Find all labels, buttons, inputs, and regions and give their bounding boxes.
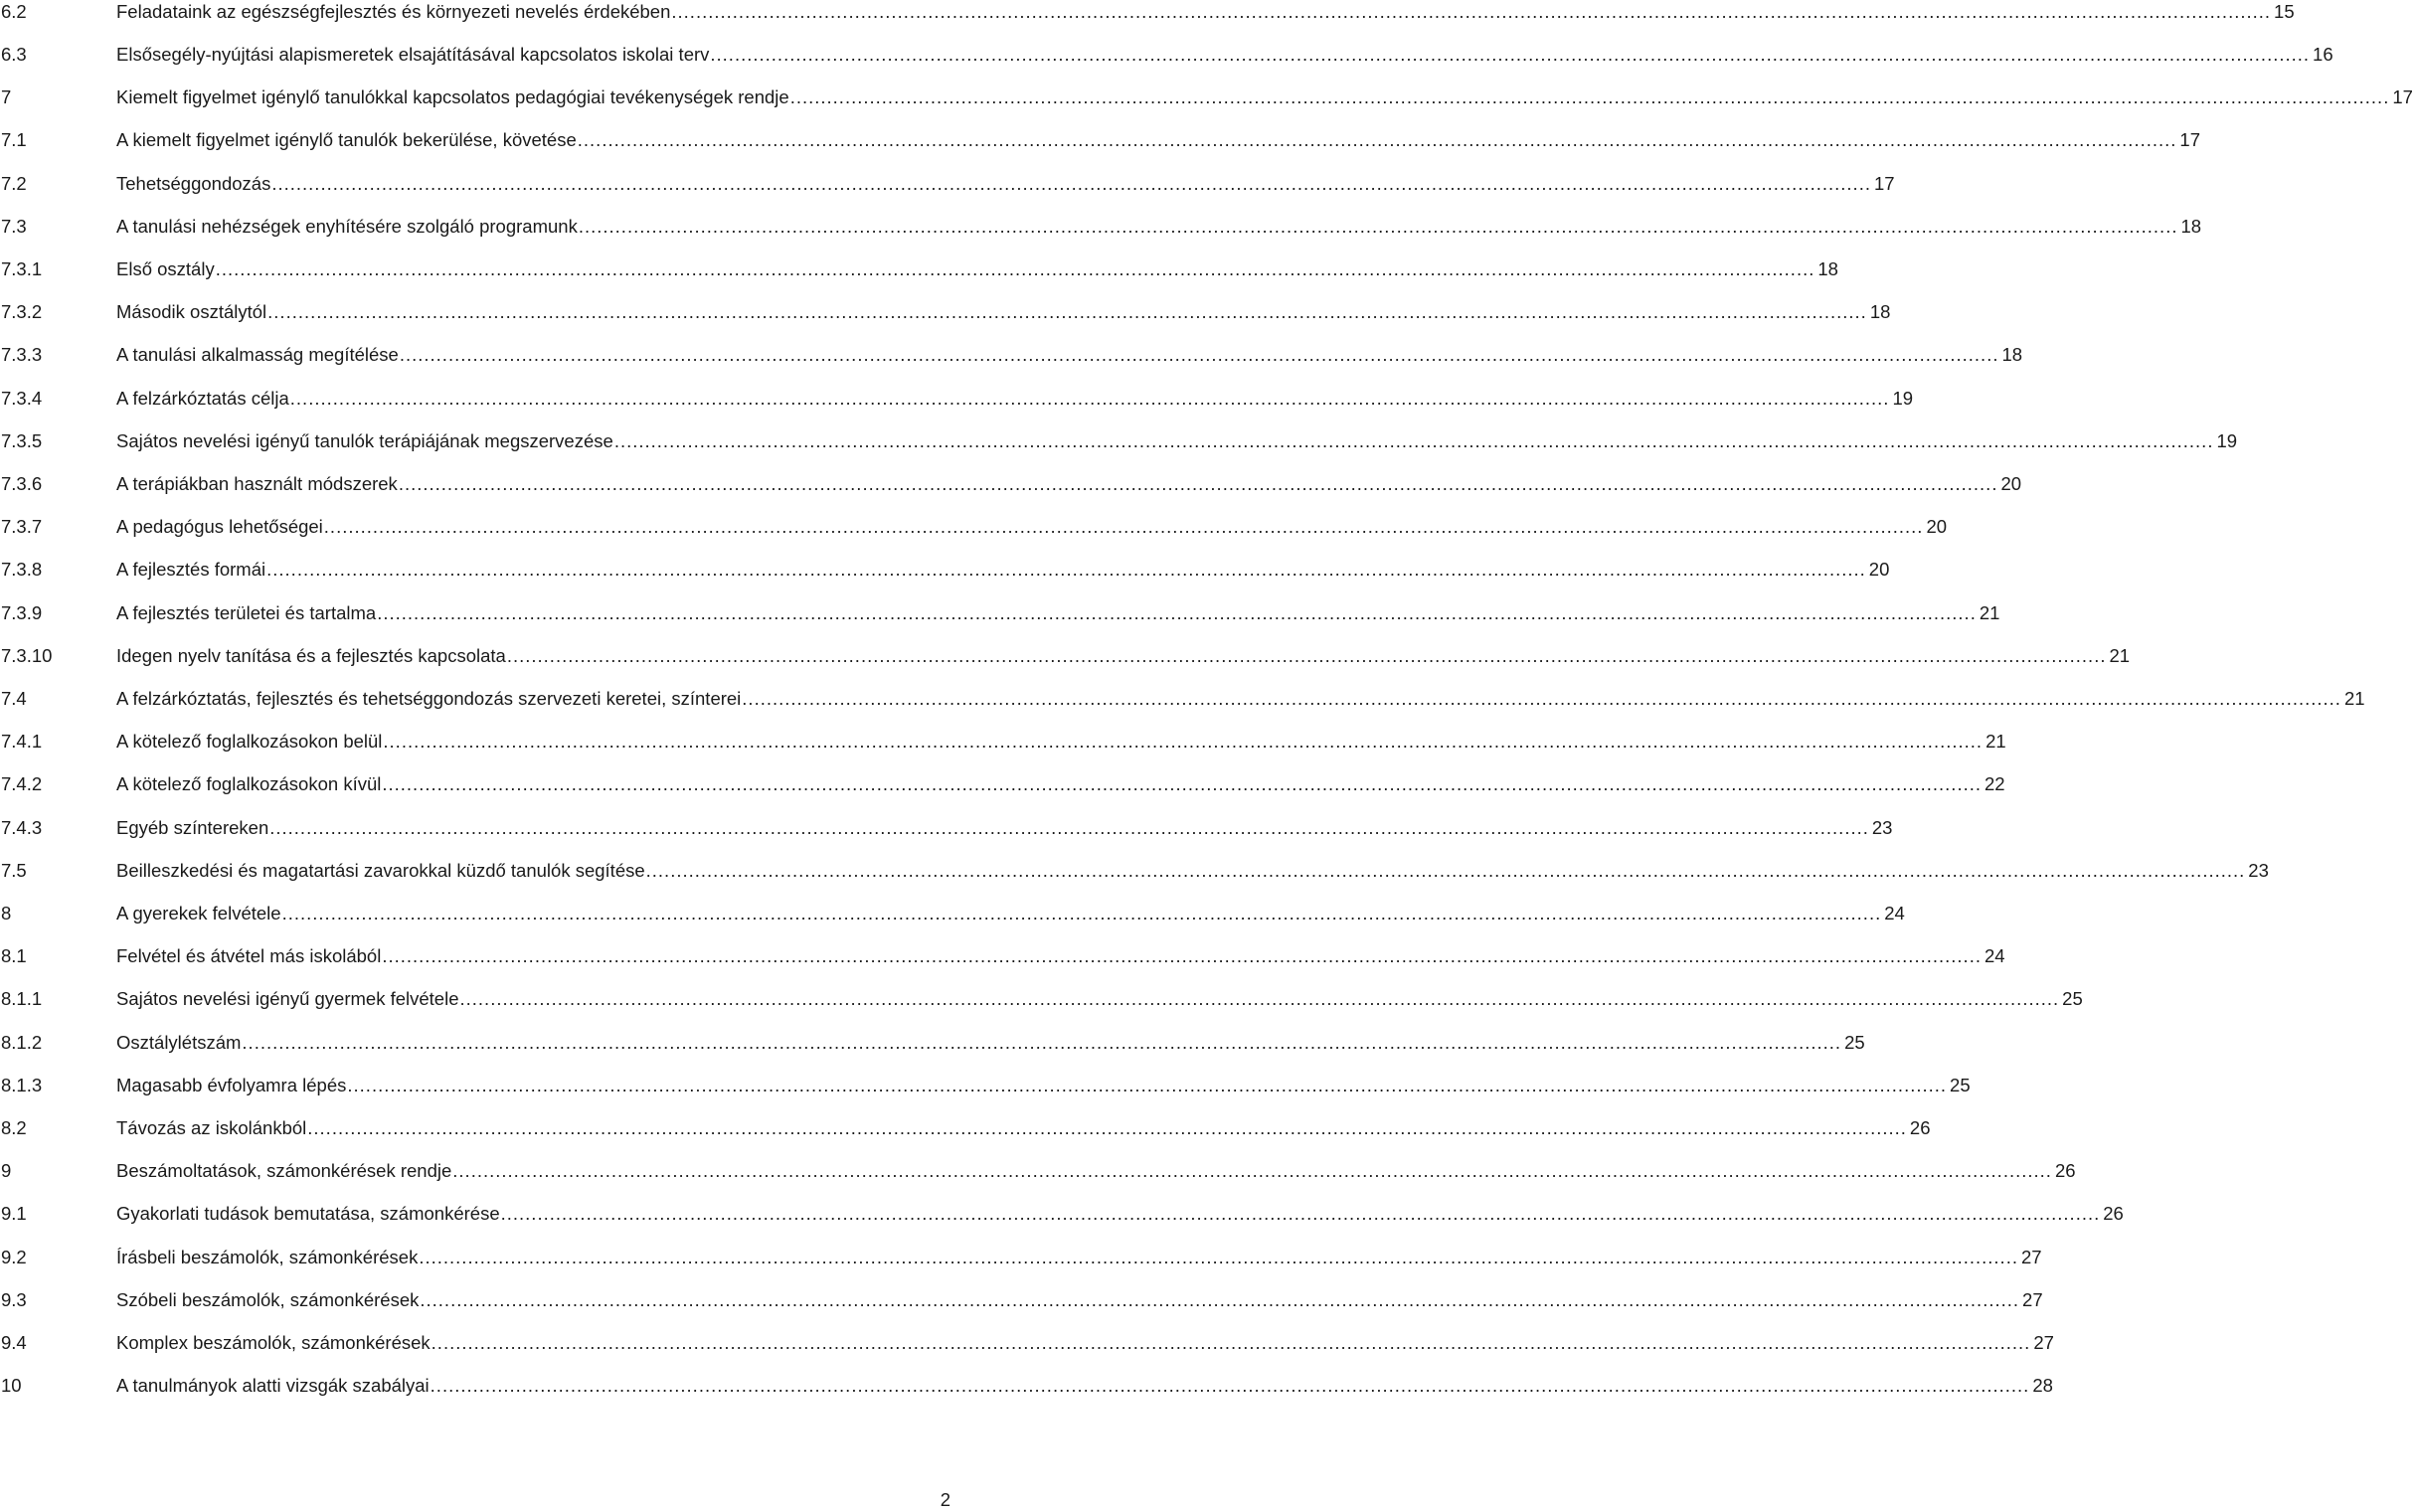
toc-entry-title: Felvétel és átvétel más iskolából xyxy=(116,945,382,967)
toc-dot-leader xyxy=(710,46,2310,65)
toc-entry-number: 9.2 xyxy=(1,1246,27,1267)
toc-entry[interactable] xyxy=(0,0,2295,34)
toc-dot-leader xyxy=(419,1249,2018,1267)
toc-entry-title: Elsősegély-nyújtási alapismeretek elsajátításával kapcsolatos iskolai terv xyxy=(116,43,710,65)
toc-entry-page: 27 xyxy=(2022,1288,2043,1310)
toc-entry[interactable] xyxy=(0,635,2131,678)
toc-entry-number: 7.3.1 xyxy=(1,257,43,279)
toc-entry-title: Kiemelt figyelmet igénylő tanulókkal kapcsolatos pedagógiai tevékenységek rendje xyxy=(116,86,789,108)
toc-dot-leader xyxy=(579,218,2178,237)
toc-entry-number: 10 xyxy=(1,1375,22,1397)
toc-dot-leader xyxy=(507,647,2107,666)
toc-entry[interactable] xyxy=(0,77,2413,119)
toc-dot-leader xyxy=(347,1077,1947,1095)
toc-dot-leader xyxy=(242,1034,1841,1053)
toc-entry[interactable] xyxy=(0,34,2333,77)
toc-entry[interactable] xyxy=(0,850,2269,893)
toc-entry[interactable] xyxy=(0,334,2023,377)
toc-entry-number: 7.4.1 xyxy=(1,731,43,753)
toc-entry-page: 18 xyxy=(2180,215,2202,237)
toc-entry-number: 7.3.3 xyxy=(1,344,43,366)
toc-entry-title: A tanulmányok alatti vizsgák szabályai xyxy=(116,1375,430,1397)
toc-dot-leader xyxy=(271,175,1871,194)
toc-dot-leader xyxy=(400,346,1999,365)
toc-entry-page: 25 xyxy=(1950,1074,1971,1095)
toc-dot-leader xyxy=(501,1205,2101,1224)
toc-entry-number: 7.3 xyxy=(1,215,27,237)
toc-entry[interactable] xyxy=(0,249,1838,291)
toc-entry[interactable] xyxy=(0,1322,2054,1365)
toc-dot-leader xyxy=(460,990,2060,1009)
toc-dot-leader xyxy=(790,88,2390,107)
toc-entry-title: Osztálylétszám xyxy=(116,1031,242,1053)
toc-entry-number: 7.3.4 xyxy=(1,387,43,409)
toc-entry[interactable] xyxy=(0,291,1891,334)
toc-entry-title: Szóbeli beszámolók, számonkérések xyxy=(116,1288,420,1310)
toc-entry[interactable] xyxy=(0,1365,2053,1408)
toc-entry[interactable] xyxy=(0,721,2006,763)
toc-entry-title: Első osztály xyxy=(116,257,215,279)
toc-entry-number: 7.4.3 xyxy=(1,816,43,838)
toc-entry-title: Gyakorlati tudások bemutatása, számonkérése xyxy=(116,1203,500,1225)
toc-entry-page: 16 xyxy=(2313,43,2333,65)
toc-entry-number: 7.4.2 xyxy=(1,773,43,795)
toc-entry-title: Komplex beszámolók, számonkérések xyxy=(116,1331,431,1353)
toc-entry-title: A fejlesztés területei és tartalma xyxy=(116,601,377,623)
toc-entry-title: Második osztálytól xyxy=(116,301,267,323)
toc-entry-title: Írásbeli beszámolók, számonkérések xyxy=(116,1246,419,1267)
toc-entry[interactable] xyxy=(0,1065,1971,1107)
toc-entry-number: 7.3.2 xyxy=(1,301,43,323)
toc-entry-page: 21 xyxy=(2343,687,2365,709)
toc-dot-leader xyxy=(578,131,2177,150)
toc-entry-page: 24 xyxy=(1884,902,1905,924)
toc-dot-leader xyxy=(307,1119,1907,1138)
toc-entry-title: A terápiákban használt módszerek xyxy=(116,472,398,494)
toc-entry-title: Beszámoltatások, számonkérések rendje xyxy=(116,1160,452,1182)
toc-entry-number: 7.3.5 xyxy=(1,429,43,451)
toc-entry-title: A kiemelt figyelmet igénylő tanulók bekerülése, követése xyxy=(116,129,577,151)
toc-entry-page: 23 xyxy=(2248,859,2269,881)
toc-dot-leader xyxy=(269,819,1869,838)
toc-dot-leader xyxy=(266,561,1866,580)
toc-entry-page: 15 xyxy=(2274,0,2295,22)
toc-entry[interactable] xyxy=(0,420,2238,463)
toc-entry-title: Sajátos nevelési igényű gyermek felvétele xyxy=(116,988,459,1010)
toc-entry-number: 7.5 xyxy=(1,859,27,881)
toc-entry-number: 8.1.2 xyxy=(1,1031,43,1053)
toc-entry-page: 26 xyxy=(2103,1203,2124,1225)
toc-entry-number: 9.4 xyxy=(1,1331,27,1353)
toc-dot-leader xyxy=(742,690,2341,709)
toc-entry-page: 19 xyxy=(2216,429,2238,451)
toc-entry[interactable] xyxy=(0,549,1890,591)
toc-entry[interactable] xyxy=(0,1193,2124,1236)
toc-entry-number: 8.1.1 xyxy=(1,988,43,1010)
toc-dot-leader xyxy=(420,1291,2019,1310)
toc-entry-page: 22 xyxy=(1984,773,2005,795)
toc-entry[interactable] xyxy=(0,935,2005,978)
toc-entry-page: 20 xyxy=(1926,516,1948,538)
toc-entry[interactable] xyxy=(0,377,1914,420)
toc-entry-title: A tanulási alkalmasság megítélése xyxy=(116,344,399,366)
toc-entry-page: 24 xyxy=(1984,945,2005,967)
toc-entry-title: Beilleszkedési és magatartási zavarokkal küzdő tanulók segítése xyxy=(116,859,645,881)
toc-entry[interactable] xyxy=(0,206,2202,249)
toc-entry-page: 21 xyxy=(1985,731,2006,753)
toc-entry[interactable] xyxy=(0,119,2200,162)
toc-dot-leader xyxy=(383,733,1983,752)
toc-entry-number: 8 xyxy=(1,902,12,924)
toc-entry-page: 27 xyxy=(2020,1246,2042,1267)
toc-entry[interactable] xyxy=(0,1021,1865,1064)
toc-entry-title: Sajátos nevelési igényű tanulók terápiájának megszervezése xyxy=(116,429,613,451)
toc-entry-title: Magasabb évfolyamra lépés xyxy=(116,1074,347,1095)
toc-entry-page: 26 xyxy=(1909,1116,1931,1138)
toc-dot-leader xyxy=(671,3,2271,22)
toc-entry-number: 7.3.7 xyxy=(1,516,43,538)
toc-entry-page: 20 xyxy=(2000,472,2022,494)
toc-dot-leader xyxy=(216,260,1815,279)
toc-dot-leader xyxy=(267,303,1867,322)
toc-entry-number: 7.3.9 xyxy=(1,601,43,623)
toc-entry[interactable] xyxy=(0,806,1893,849)
toc-entry[interactable] xyxy=(0,1107,1931,1150)
toc-dot-leader xyxy=(324,518,1924,537)
toc-entry-title: A gyerekek felvétele xyxy=(116,902,281,924)
toc-dot-leader xyxy=(282,905,1882,924)
toc-entry-number: 7 xyxy=(1,86,12,108)
toc-entry-number: 8.1 xyxy=(1,945,27,967)
toc-entry-page: 20 xyxy=(1868,559,1890,581)
toc-entry-page: 18 xyxy=(2001,344,2023,366)
toc-entry-title: A felzárkóztatás, fejlesztés és tehetséggondozás szervezeti keretei, színterei xyxy=(116,687,742,709)
toc-entry-page: 17 xyxy=(2392,86,2413,108)
toc-entry-number: 7.4 xyxy=(1,687,27,709)
toc-entry-page: 23 xyxy=(1871,816,1893,838)
toc-entry-number: 9.1 xyxy=(1,1203,27,1225)
toc-entry-title: A fejlesztés formái xyxy=(116,559,266,581)
toc-entry-number: 8.2 xyxy=(1,1116,27,1138)
toc-entry-page: 26 xyxy=(2054,1160,2076,1182)
toc-entry-title: A felzárkóztatás célja xyxy=(116,387,289,409)
toc-entry-title: A tanulási nehézségek enyhítésére szolgáló programunk xyxy=(116,215,578,237)
toc-entry-number: 7.1 xyxy=(1,129,27,151)
toc-entry-page: 25 xyxy=(2062,988,2083,1010)
toc-entry-title: Egyéb színtereken xyxy=(116,816,269,838)
toc-entry-page: 27 xyxy=(2033,1331,2054,1353)
toc-entry-page: 28 xyxy=(2032,1375,2053,1397)
toc-entry-page: 19 xyxy=(1892,387,1914,409)
toc-entry-page: 21 xyxy=(2109,644,2131,666)
toc-entry[interactable] xyxy=(0,978,2083,1021)
toc-entry[interactable] xyxy=(0,893,1905,935)
toc-entry-number: 7.3.6 xyxy=(1,472,43,494)
toc-entry-page: 17 xyxy=(1873,172,1895,194)
toc-entry-title: A kötelező foglalkozásokon belül xyxy=(116,731,383,753)
toc-entry-number: 7.3.10 xyxy=(1,644,53,666)
toc-entry-number: 6.2 xyxy=(1,0,27,22)
toc-entry-number: 9 xyxy=(1,1160,12,1182)
toc-entry-number: 6.3 xyxy=(1,43,27,65)
toc-entry-page: 25 xyxy=(1844,1031,1865,1053)
toc-entry-page: 17 xyxy=(2179,129,2200,151)
toc-entry[interactable] xyxy=(0,463,2022,506)
toc-entry[interactable] xyxy=(0,1150,2076,1193)
toc-entry[interactable] xyxy=(0,1236,2042,1278)
toc-entry[interactable] xyxy=(0,162,1895,205)
toc-dot-leader xyxy=(614,432,2214,451)
toc-entry-page: 18 xyxy=(1869,301,1891,323)
toc-entry[interactable] xyxy=(0,678,2365,721)
toc-dot-leader xyxy=(399,475,1998,494)
toc-dot-leader xyxy=(377,604,1977,623)
toc-entry[interactable] xyxy=(0,763,2005,806)
toc-dot-leader xyxy=(290,390,1890,409)
toc-dot-leader xyxy=(431,1377,2030,1396)
toc-entry-number: 7.3.8 xyxy=(1,559,43,581)
toc-dot-leader xyxy=(452,1162,2052,1181)
toc-entry-title: Idegen nyelv tanítása és a fejlesztés kapcsolata xyxy=(116,644,506,666)
toc-entry[interactable] xyxy=(0,591,2000,634)
toc-entry-number: 7.2 xyxy=(1,172,27,194)
toc-dot-leader xyxy=(431,1334,2031,1353)
toc-dot-leader xyxy=(382,775,1982,794)
toc-entry-page: 18 xyxy=(1817,257,1838,279)
toc-entry-title: Távozás az iskolánkból xyxy=(116,1116,307,1138)
toc-entry-title: A pedagógus lehetőségei xyxy=(116,516,323,538)
toc-dot-leader xyxy=(646,862,2246,881)
toc-entry-number: 9.3 xyxy=(1,1288,27,1310)
toc-entry-number: 8.1.3 xyxy=(1,1074,43,1095)
toc-dot-leader xyxy=(382,947,1982,966)
toc-entry-title: Feladataink az egészségfejlesztés és környezeti nevelés érdekében xyxy=(116,0,671,22)
page-number: 2 xyxy=(940,1489,950,1510)
toc-entry-page: 21 xyxy=(1979,601,2000,623)
toc-entry[interactable] xyxy=(0,506,1948,549)
toc-entry-title: A kötelező foglalkozásokon kívül xyxy=(116,773,382,795)
toc-entry[interactable] xyxy=(0,1279,2043,1322)
toc-entry-title: Tehetséggondozás xyxy=(116,172,271,194)
